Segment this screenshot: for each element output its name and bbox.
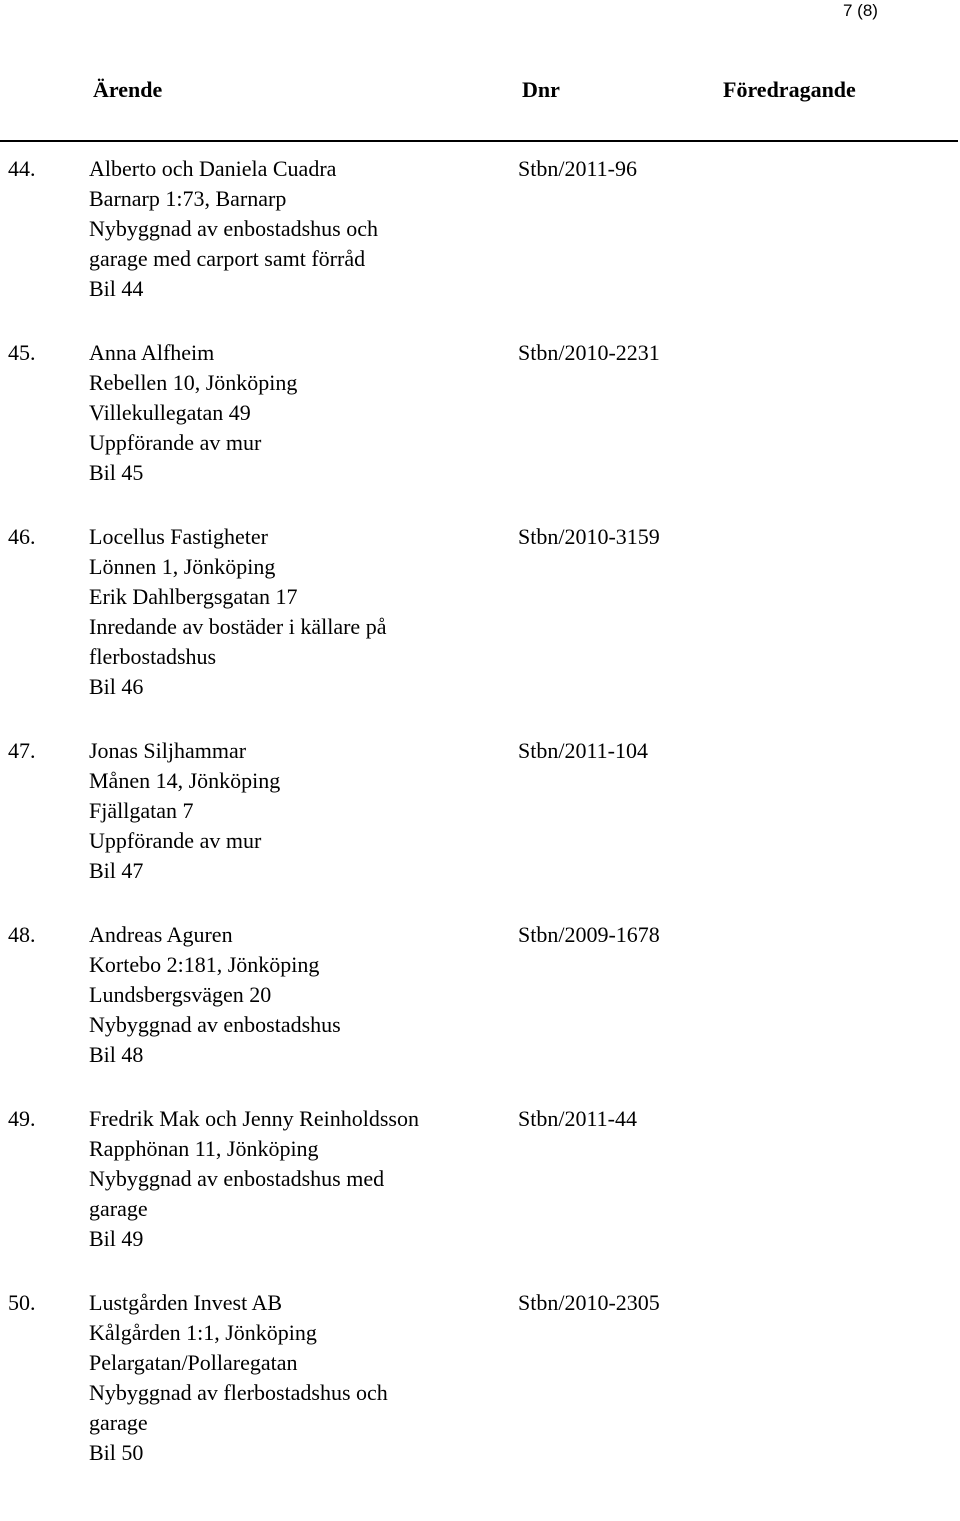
item-description: [89, 920, 509, 1070]
item-number: 48.: [8, 922, 36, 947]
item-description-line: Jonas Siljhammar: [89, 738, 247, 763]
item-description-line: Locellus Fastigheter: [89, 524, 269, 549]
header-divider: [0, 140, 958, 142]
item-description-line: Lundsbergsvägen 20: [89, 982, 272, 1007]
agenda-item: [0, 920, 960, 1104]
item-dnr: Stbn/2010-3159: [518, 524, 660, 549]
agenda-item: [0, 736, 960, 920]
agenda-item: [0, 1288, 960, 1502]
header-arende: Ärende: [93, 77, 163, 102]
item-description-line: Bil 47: [89, 858, 144, 883]
item-description-line: Bil 45: [89, 460, 144, 485]
item-description: [89, 1104, 509, 1254]
item-description: [89, 1288, 509, 1468]
item-description-line: Nybyggnad av flerbostadshus och: [89, 1380, 388, 1405]
item-description-line: garage: [89, 1410, 148, 1435]
item-description-line: Uppförande av mur: [89, 430, 262, 455]
item-description-line: garage: [89, 1196, 148, 1221]
item-number: 49.: [8, 1106, 36, 1131]
header-dnr: Dnr: [522, 77, 560, 102]
agenda-item: [0, 338, 960, 522]
item-description-line: Rebellen 10, Jönköping: [89, 370, 298, 395]
item-description: [89, 338, 509, 488]
item-description-line: Erik Dahlbergsgatan 17: [89, 584, 298, 609]
item-description-line: Nybyggnad av enbostadshus och: [89, 216, 379, 241]
page-number: 7 (8): [843, 1, 878, 20]
item-dnr: Stbn/2011-96: [518, 156, 637, 181]
item-description-line: Pelargatan/Pollaregatan: [89, 1350, 298, 1375]
item-description-line: Bil 46: [89, 674, 144, 699]
table-header: [0, 74, 960, 106]
item-number: 45.: [8, 340, 36, 365]
item-description-line: Kålgården 1:1, Jönköping: [89, 1320, 317, 1345]
item-dnr: Stbn/2011-104: [518, 738, 648, 763]
item-description-line: Inredande av bostäder i källare på: [89, 614, 387, 639]
item-description: [89, 736, 509, 886]
item-description-line: Nybyggnad av enbostadshus: [89, 1012, 341, 1037]
item-description-line: Lustgården Invest AB: [89, 1290, 283, 1315]
item-description-line: Anna Alfheim: [89, 340, 215, 365]
item-description-line: Kortebo 2:181, Jönköping: [89, 952, 320, 977]
item-description-line: Bil 50: [89, 1440, 144, 1465]
item-description-line: Lönnen 1, Jönköping: [89, 554, 276, 579]
item-dnr: Stbn/2011-44: [518, 1106, 637, 1131]
item-description: [89, 522, 509, 702]
item-description-line: Uppförande av mur: [89, 828, 262, 853]
item-description-line: Fredrik Mak och Jenny Reinholdsson: [89, 1106, 419, 1131]
agenda-list: [0, 154, 960, 1502]
item-description-line: Bil 49: [89, 1226, 144, 1251]
item-description-line: Andreas Aguren: [89, 922, 233, 947]
item-description-line: Barnarp 1:73, Barnarp: [89, 186, 287, 211]
agenda-item: [0, 154, 960, 338]
item-description-line: garage med carport samt förråd: [89, 246, 366, 271]
agenda-item: [0, 522, 960, 736]
item-number: 50.: [8, 1290, 36, 1315]
item-description-line: Bil 48: [89, 1042, 144, 1067]
item-description-line: Månen 14, Jönköping: [89, 768, 281, 793]
item-number: 47.: [8, 738, 36, 763]
header-foredragande: Föredragande: [723, 77, 856, 102]
item-description-line: Nybyggnad av enbostadshus med: [89, 1166, 385, 1191]
item-description: [89, 154, 509, 304]
item-description-line: Villekullegatan 49: [89, 400, 251, 425]
item-description-line: Bil 44: [89, 276, 144, 301]
item-description-line: Alberto och Daniela Cuadra: [89, 156, 337, 181]
agenda-item: [0, 1104, 960, 1288]
item-description-line: Fjällgatan 7: [89, 798, 194, 823]
item-dnr: Stbn/2009-1678: [518, 922, 660, 947]
item-dnr: Stbn/2010-2231: [518, 340, 660, 365]
item-description-line: Rapphönan 11, Jönköping: [89, 1136, 319, 1161]
item-number: 46.: [8, 524, 36, 549]
item-description-line: flerbostadshus: [89, 644, 217, 669]
item-number: 44.: [8, 156, 36, 181]
item-dnr: Stbn/2010-2305: [518, 1290, 660, 1315]
